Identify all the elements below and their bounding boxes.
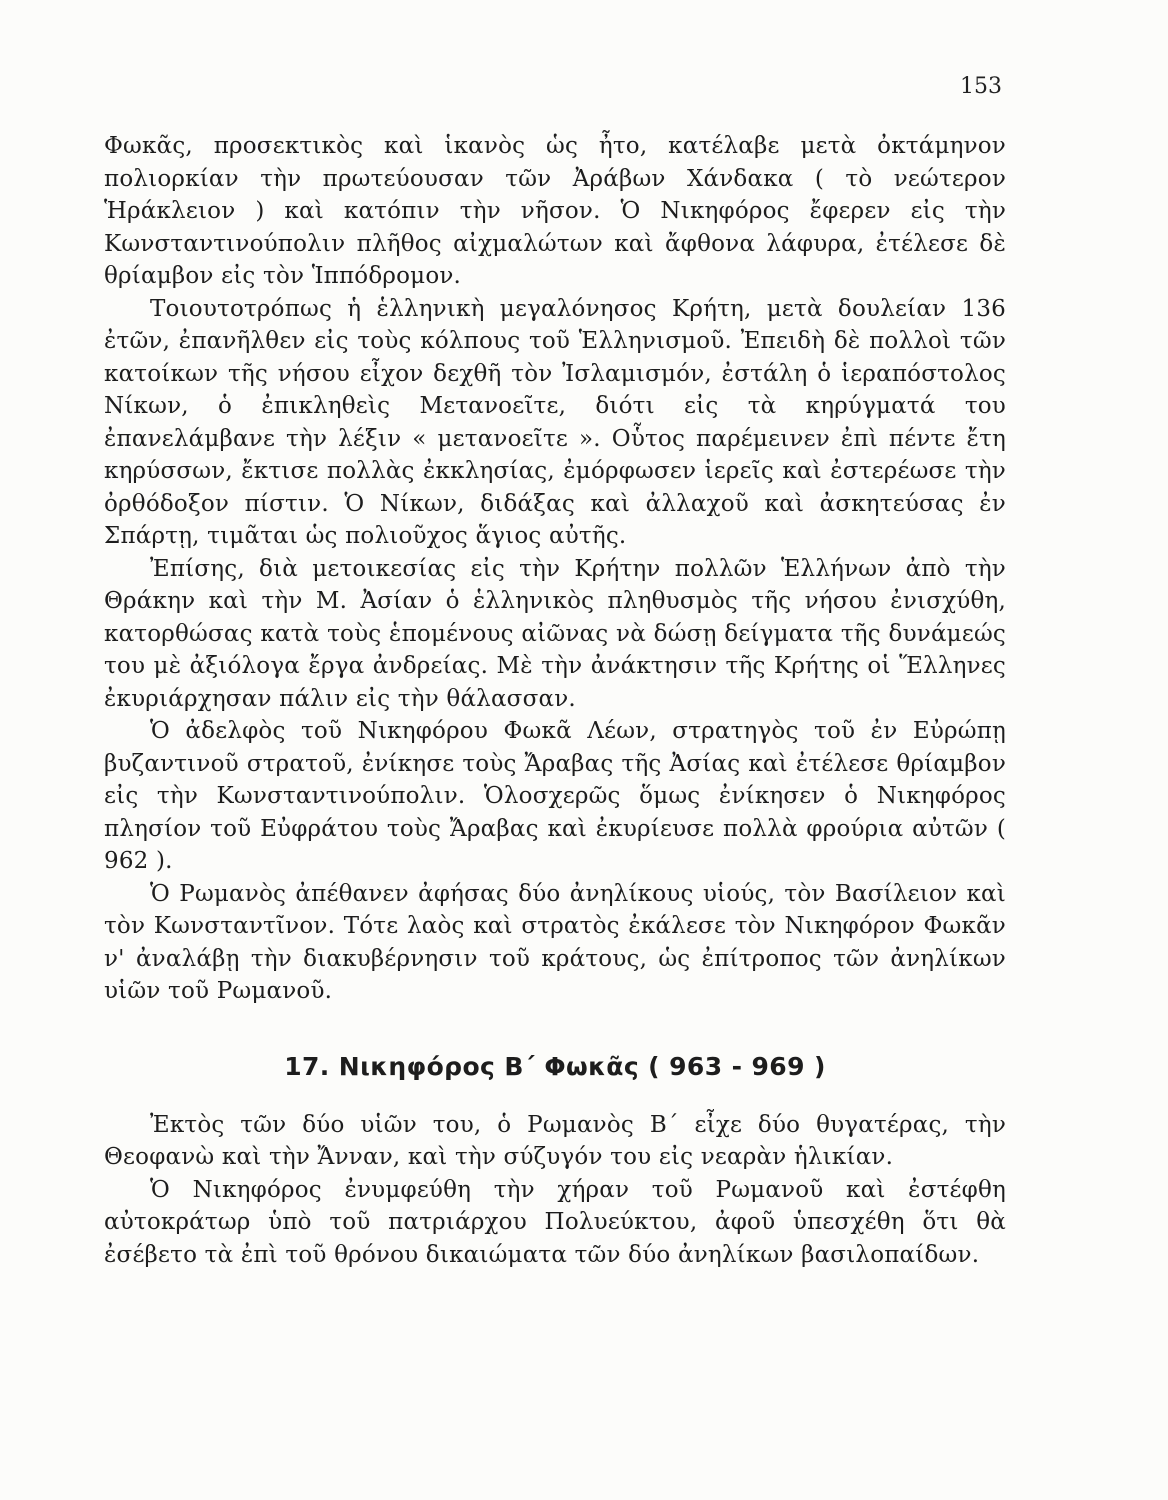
body-text [104, 130, 1006, 1271]
paragraph-3: Ἐπίσης, διὰ μετοικεσίας εἰς τὴν Κρήτην πολλῶν Ἑλλήνων ἀπὸ τὴν Θράκην καὶ τὴν Μ. Ἀσίαν ὁ ἑλληνικὸς πληθυσμὸς τῆς νήσου ἐνισχύθη, κατορθώσας κατὰ τοὺς ἑπομένους αἰῶνας νὰ δώσῃ δείγματα τῆς δυνάμεώς του μὲ ἀξιόλογα ἔργα ἀνδρείας. Μὲ τὴν ἀνάκτησιν τῆς Κρήτης οἱ Ἕλληνες ἐκυριάρχησαν πάλιν εἰς τὴν θάλασσαν. [104, 555, 1006, 712]
paragraph-5: Ὁ Ρωμανὸς ἀπέθανεν ἀφήσας δύο ἀνηλίκους υἱούς, τὸν Βασίλειον καὶ τὸν Κωνσταντῖνον. Τότε λαὸς καὶ στρατὸς ἐκάλεσε τὸν Νικηφόρον Φωκᾶν ν' ἀναλάβῃ τὴν διακυβέρνησιν τοῦ κράτους, ὡς ἐπίτροπος τῶν ἀνηλίκων υἱῶν τοῦ Ρωμανοῦ. [104, 880, 1006, 1004]
section-paragraph-2: Ὁ Νικηφόρος ἐνυμφεύθη τὴν χήραν τοῦ Ρωμανοῦ καὶ ἐστέφθη αὐτοκράτωρ ὑπὸ τοῦ πατριάρχου Πολυεύκτου, ἀφοῦ ὑπεσχέθη ὅτι θὰ ἐσέβετο τὰ ἐπὶ τοῦ θρόνου δικαιώματα τῶν δύο ἀνηλίκων βασιλοπαίδων. [104, 1176, 1006, 1268]
section-heading: 17. Νικηφόρος Β΄ Φωκᾶς ( 963 - 969 ) [284, 1051, 826, 1081]
paragraph-4: Ὁ ἀδελφὸς τοῦ Νικηφόρου Φωκᾶ Λέων, στρατηγὸς τοῦ ἐν Εὐρώπῃ βυζαντινοῦ στρατοῦ, ἐνίκησε τοὺς Ἄραβας τῆς Ἀσίας καὶ ἐτέλεσε θρίαμβον εἰς τὴν Κωνσταντινούπολιν. Ὁλοσχερῶς ὅμως ἐνίκησεν ὁ Νικηφόρος πλησίον τοῦ Εὐφράτου τοὺς Ἄραβας καὶ ἐκυρίευσε πολλὰ φρούρια αὐτῶν ( 962 ). [104, 718, 1006, 874]
page-number: 153 [960, 74, 1002, 99]
paragraph-1: Φωκᾶς, προσεκτικὸς καὶ ἱκανὸς ὡς ἦτο, κατέλαβε μετὰ ὀκτάμηνον πολιορκίαν τὴν πρωτεύουσαν τῶν Ἀράβων Χάνδακα ( τὸ νεώτερον Ἡράκλειον ) καὶ κατόπιν τὴν νῆσον. Ὁ Νικηφόρος ἔφερεν εἰς τὴν Κωνσταντινούπολιν πλῆθος αἰχμαλώτων καὶ ἄφθονα λάφυρα, ἐτέλεσε δὲ θρίαμβον εἰς τὸν Ἱππόδρομον. [104, 133, 1006, 289]
section-paragraph-1: Ἐκτὸς τῶν δύο υἱῶν του, ὁ Ρωμανὸς Β΄ εἶχε δύο θυγατέρας, τὴν Θεοφανὼ καὶ τὴν Ἄνναν, καὶ τὴν σύζυγόν του εἰς νεαρὰν ἡλικίαν. [104, 1111, 1006, 1170]
paragraph-2: Τοιουτοτρόπως ἡ ἑλληνικὴ μεγαλόνησος Κρήτη, μετὰ δουλείαν 136 ἐτῶν, ἐπανῆλθεν εἰς τοὺς κόλπους τοῦ Ἑλληνισμοῦ. Ἐπειδὴ δὲ πολλοὶ τῶν κατοίκων τῆς νήσου εἶχον δεχθῆ τὸν Ἰσλαμισμόν, ἐστάλη ὁ ἱεραπόστολος Νίκων, ὁ ἐπικληθεὶς Μετανοεῖτε, διότι εἰς τὰ κηρύγματά του ἐπανελάμβανε τὴν λέξιν « μετανοεῖτε ». Οὗτος παρέμεινεν ἐπὶ πέντε ἔτη κηρύσσων, ἔκτισε πολλὰς ἐκκλησίας, ἐμόρφωσεν ἱερεῖς καὶ ἐστερέωσε τὴν ὀρθόδοξον πίστιν. Ὁ Νίκων, διδάξας καὶ ἀλλαχοῦ καὶ ἀσκητεύσας ἐν Σπάρτῃ, τιμᾶται ὡς πολιοῦχος ἅγιος αὐτῆς. [104, 295, 1006, 549]
